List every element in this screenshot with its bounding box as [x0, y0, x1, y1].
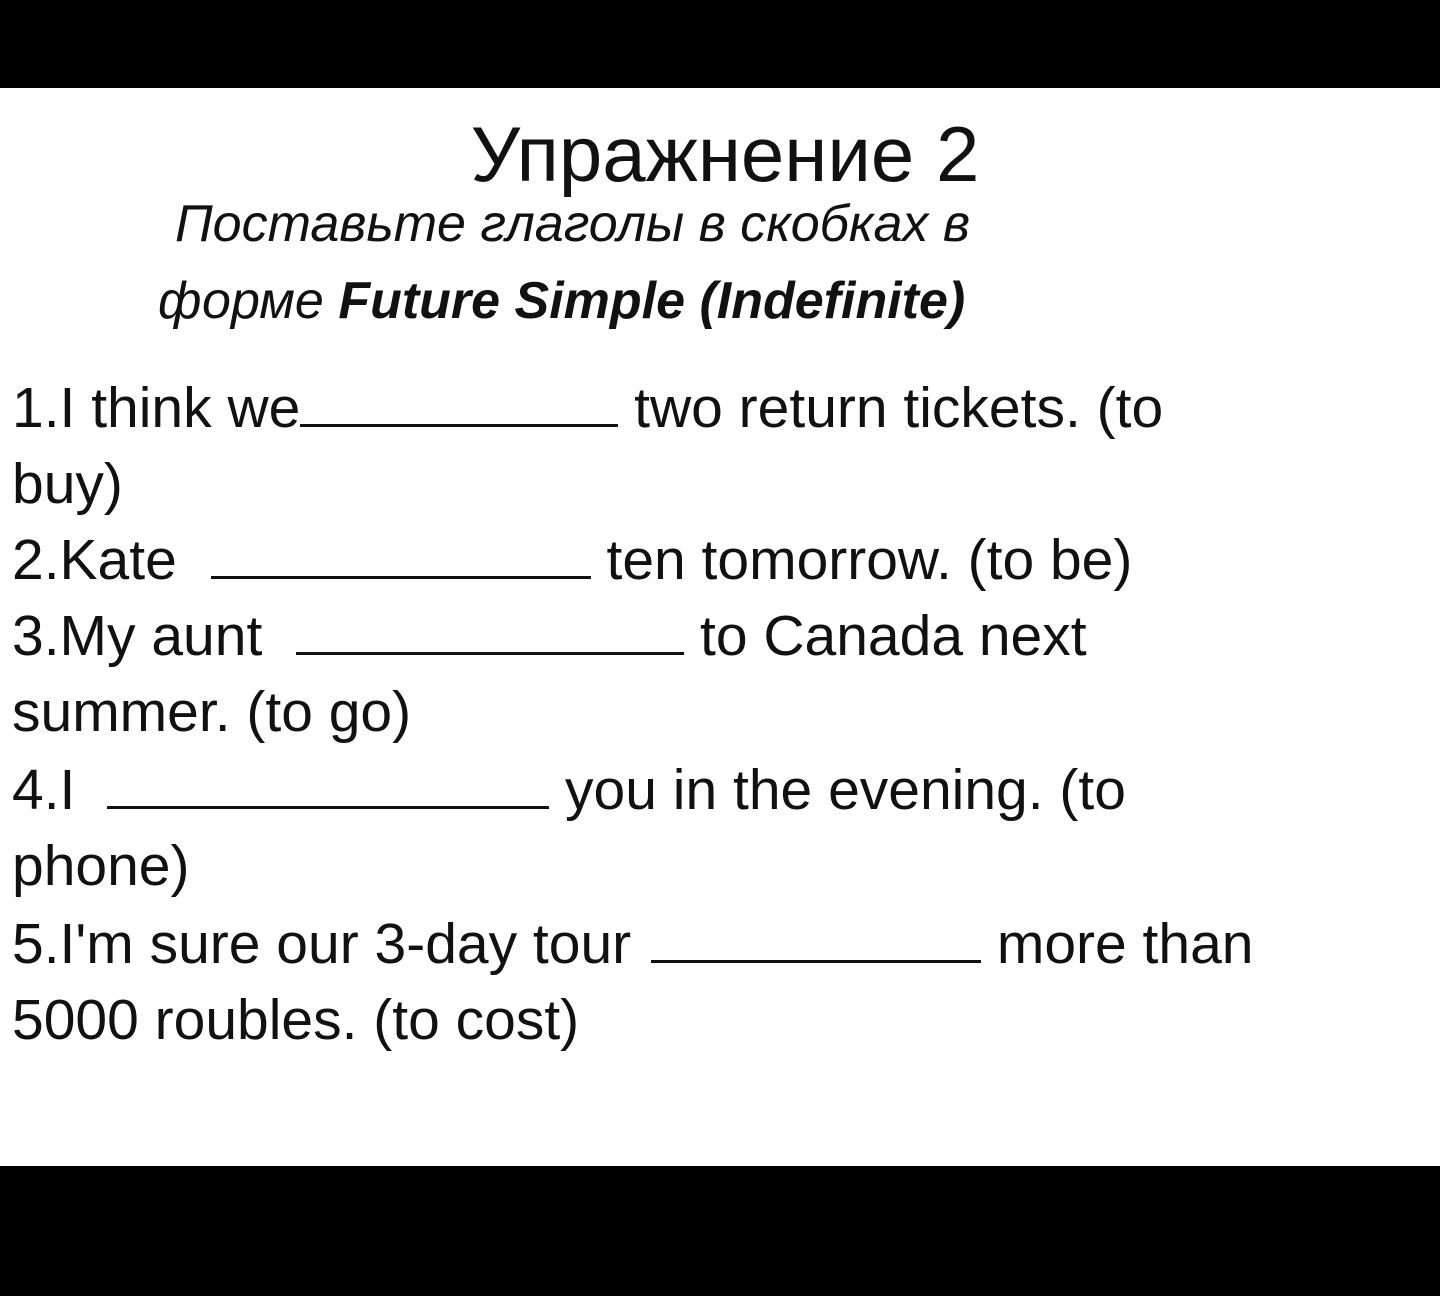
item-5-text-after: more than [981, 912, 1254, 976]
instruction-line-2 [158, 271, 965, 331]
item-1-text-before: 1.I think we [12, 376, 301, 440]
exercise-item-3-continuation: summer. (to go) [12, 680, 412, 744]
item-3-text-before: 3.My aunt [12, 604, 279, 668]
exercise-item-5 [12, 912, 1253, 976]
item-1-text-after: two return tickets. (to [618, 376, 1164, 440]
exercise-item-4-continuation: phone) [12, 834, 190, 898]
exercise-item-3 [12, 604, 1087, 668]
item-3-text-after: to Canada next [684, 604, 1087, 668]
item-5-text-before: 5.I'm sure our 3-day tour [12, 912, 647, 976]
instruction-line-1: Поставьте глаголы в скобках в [175, 195, 970, 253]
exercise-item-5-continuation: 5000 roubles. (to cost) [12, 988, 580, 1052]
exercise-item-4 [12, 758, 1126, 822]
worksheet [0, 88, 1440, 1166]
item-2-text-before: 2.Kate [12, 528, 193, 592]
item-5-answer-blank[interactable] [651, 916, 981, 963]
item-3-answer-blank[interactable] [296, 608, 684, 655]
exercise-title: Упражнение 2 [470, 110, 980, 198]
exercise-item-2 [12, 528, 1132, 592]
item-2-answer-blank[interactable] [211, 532, 591, 579]
exercise-item-1-continuation: buy) [12, 452, 123, 516]
item-4-text-after: you in the evening. (to [549, 758, 1126, 822]
item-1-answer-blank[interactable] [300, 380, 618, 427]
item-2-text-after: ten tomorrow. (to be) [590, 528, 1133, 592]
instruction-prefix: форме [158, 272, 339, 330]
item-4-text-before: 4.I [12, 758, 92, 822]
item-4-answer-blank[interactable] [107, 762, 549, 809]
exercise-item-1 [12, 376, 1163, 440]
instruction-tense-name: Future Simple (Indefinite) [338, 272, 966, 330]
